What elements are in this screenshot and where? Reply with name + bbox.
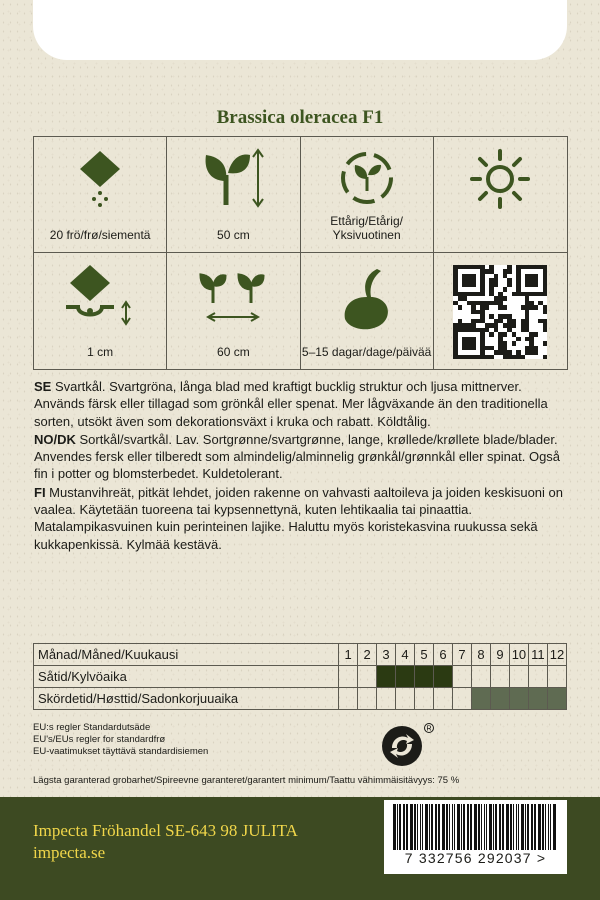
barcode-bar <box>414 804 416 852</box>
annual-cycle-icon <box>336 147 398 209</box>
sowing-depth-icon <box>60 263 140 329</box>
barcode-bar <box>538 804 541 852</box>
lang-code-se: SE <box>34 379 52 394</box>
month-header-4: 4 <box>396 644 415 666</box>
lifecycle-cell <box>301 137 434 253</box>
barcode-bar <box>553 804 556 852</box>
barcode-bar <box>438 804 440 852</box>
sowing-month-12 <box>547 666 566 688</box>
company-website[interactable]: impecta.se <box>33 843 106 862</box>
text-no-dk: Sortkål/svartkål. Lav. Sortgrønne/svartgrønne, lange, krøllede/krøllete blade/blader. Anvendes fersk eller tilberedt som almindelig/alminnelig grønkål/grønnkål eller spinat. Også fin i potter og blomsterbedet. Kuldetolerant. <box>34 431 561 482</box>
eu-regulation-note <box>33 722 208 758</box>
month-header-8: 8 <box>471 644 490 666</box>
barcode-bar <box>527 804 529 852</box>
barcode-bar <box>521 804 524 852</box>
calendar-header-label: Månad/Måned/Kuukausi <box>34 644 339 666</box>
germination-caption: 5–15 dagar/dage/päivää <box>301 345 432 359</box>
harvest-month-12 <box>547 688 566 710</box>
spacing-cell <box>167 253 300 369</box>
seed-packet-icon <box>70 147 130 207</box>
text-fi: Mustanvihreät, pitkät lehdet, joiden rakenne on vahvasti aaltoileva ja joiden keskisuoni on vaalea. Käytetään tuoreena tai kypsennettynä, kuten lehtikaalia tai pinaattia. Matalampikasvuinen kuin perinteinen lajike. Haluttu myös koristekasvina ruukussa sekä kukkapenkissä. Kylmää kestävä. <box>34 484 563 552</box>
recycling-logo-icon <box>380 722 436 770</box>
barcode-bar <box>545 804 546 852</box>
barcode-bar <box>502 804 504 852</box>
month-header-1: 1 <box>339 644 358 666</box>
barcode-bar <box>410 804 413 852</box>
month-header-5: 5 <box>415 644 434 666</box>
sowing-month-1 <box>339 666 358 688</box>
barcode-bar <box>406 804 408 852</box>
germination-cell <box>301 253 434 369</box>
barcode-bar <box>446 804 448 852</box>
hang-tab-cutout <box>33 0 567 60</box>
eu-line-se: EU:s regler Standardutsäde <box>33 722 151 733</box>
sowing-month-11 <box>528 666 547 688</box>
harvest-month-9 <box>490 688 509 710</box>
germination-guarantee: Lägsta garanterad grobarhet/Spireevne garanteret/garantert minimum/Taattu vähimmäisitävyys: 75 % <box>33 775 460 786</box>
description-no-dk <box>34 431 574 483</box>
barcode-bar <box>474 804 477 852</box>
barcode-bar <box>518 804 519 852</box>
barcode-bar <box>435 804 437 852</box>
barcode-bar <box>457 804 460 852</box>
month-header-7: 7 <box>452 644 471 666</box>
barcode-bar <box>531 804 533 852</box>
harvest-month-6 <box>434 688 453 710</box>
harvest-month-8 <box>471 688 490 710</box>
month-header-10: 10 <box>509 644 528 666</box>
lang-code-fi: FI <box>34 484 46 500</box>
barcode-bar <box>506 804 509 852</box>
lang-code-no-dk: NO/DK <box>34 431 76 447</box>
seed-count-caption: 20 frö/frø/siementä <box>49 228 151 242</box>
harvest-month-2 <box>358 688 377 710</box>
harvest-label: Skördetid/Høsttid/Sadonkorjuuaika <box>34 688 339 710</box>
spacing-caption: 60 cm <box>217 345 250 359</box>
barcode-bar <box>431 804 433 852</box>
company-name: Impecta Fröhandel SE-643 98 JULITA <box>33 821 298 840</box>
sun-icon <box>468 147 532 211</box>
sowing-month-2 <box>358 666 377 688</box>
company-address <box>33 820 298 864</box>
germination-icon <box>337 263 397 333</box>
harvest-month-10 <box>509 688 528 710</box>
barcode-bar <box>452 804 453 852</box>
species-title: Brassica oleracea F1 <box>216 107 384 128</box>
barcode-bar <box>429 804 430 852</box>
sowing-month-3 <box>377 666 396 688</box>
barcode-bar <box>467 804 469 852</box>
month-header-11: 11 <box>528 644 547 666</box>
barcode-bar <box>525 804 526 852</box>
height-cell <box>167 137 300 253</box>
plant-height-icon <box>198 147 268 209</box>
barcode-bar <box>550 804 551 852</box>
harvest-month-4 <box>396 688 415 710</box>
sowing-month-6 <box>434 666 453 688</box>
text-se: Svartkål. Svartgröna, långa blad med kraftigt bucklig struktur och ljusa mittnerver. Används färsk eller tillagad som grönkål eller spenat. Mer lågväxande än den traditionella sorten, utsökt även som dekorationsväxt i kruka och rabatt. Köldtålig. <box>34 379 548 429</box>
harvest-month-11 <box>528 688 547 710</box>
harvest-month-1 <box>339 688 358 710</box>
description-block <box>34 378 574 554</box>
barcode-bar <box>542 804 544 852</box>
barcode-bar <box>548 804 549 852</box>
ean-number: 7 332756 292037 > <box>384 850 567 866</box>
barcode-bar <box>420 804 421 852</box>
barcode-bar <box>489 804 492 852</box>
barcode-bar <box>478 804 480 852</box>
qr-module <box>543 355 547 359</box>
harvest-month-7 <box>452 688 471 710</box>
barcode-bar <box>403 804 405 852</box>
barcode-icon <box>393 804 557 852</box>
sun-cell <box>434 137 567 253</box>
sowing-month-7 <box>452 666 471 688</box>
month-header-6: 6 <box>434 644 453 666</box>
barcode-bar <box>486 804 487 852</box>
barcode-bar <box>534 804 536 852</box>
calendar-row-harvest <box>34 688 567 710</box>
calendar-header-row <box>34 644 567 666</box>
depth-caption: 1 cm <box>87 345 114 359</box>
sowing-month-5 <box>415 666 434 688</box>
barcode-bar <box>463 804 465 852</box>
sowing-calendar <box>33 643 567 710</box>
barcode-bar <box>510 804 512 852</box>
month-header-9: 9 <box>490 644 509 666</box>
barcode-bar <box>442 804 445 852</box>
harvest-month-5 <box>415 688 434 710</box>
barcode-bar <box>397 804 398 852</box>
barcode-bar <box>470 804 472 852</box>
barcode-bar <box>513 804 514 852</box>
sowing-month-9 <box>490 666 509 688</box>
sowing-month-8 <box>471 666 490 688</box>
description-se <box>34 378 574 430</box>
barcode-bar <box>422 804 423 852</box>
barcode-bar <box>499 804 501 852</box>
barcode-bar <box>399 804 401 852</box>
sowing-month-10 <box>509 666 528 688</box>
barcode-bar <box>481 804 482 852</box>
month-header-2: 2 <box>358 644 377 666</box>
sowing-label: Såtid/Kylvöaika <box>34 666 339 688</box>
barcode-bar <box>393 804 396 852</box>
eu-line-fi: EU-vaatimukset täyttävä standardisiemen <box>33 746 209 757</box>
barcode-bar <box>495 804 497 852</box>
barcode-bar <box>461 804 462 852</box>
harvest-month-3 <box>377 688 396 710</box>
barcode-bar <box>493 804 494 852</box>
qr-code-icon[interactable] <box>453 265 547 359</box>
sowing-month-4 <box>396 666 415 688</box>
calendar-row-sowing <box>34 666 567 688</box>
month-header-12: 12 <box>547 644 566 666</box>
depth-cell <box>34 253 167 369</box>
plant-spacing-icon <box>195 263 271 325</box>
lifecycle-caption: Ettårig/Etårig/ Yksivuotinen <box>330 214 403 242</box>
barcode-bar <box>425 804 428 852</box>
barcode-bar <box>484 804 485 852</box>
barcode-bar <box>454 804 455 852</box>
height-caption: 50 cm <box>217 228 250 242</box>
barcode-bar <box>449 804 450 852</box>
seed-count-cell <box>34 137 167 253</box>
description-fi <box>34 484 574 553</box>
icon-grid <box>33 136 568 370</box>
barcode-bar <box>516 804 517 852</box>
eu-line-no: EU's/EUs regler for standardfrø <box>33 734 166 745</box>
svg-text:R: R <box>426 725 432 733</box>
month-header-3: 3 <box>377 644 396 666</box>
barcode-bar <box>417 804 418 852</box>
qr-cell <box>434 253 567 369</box>
